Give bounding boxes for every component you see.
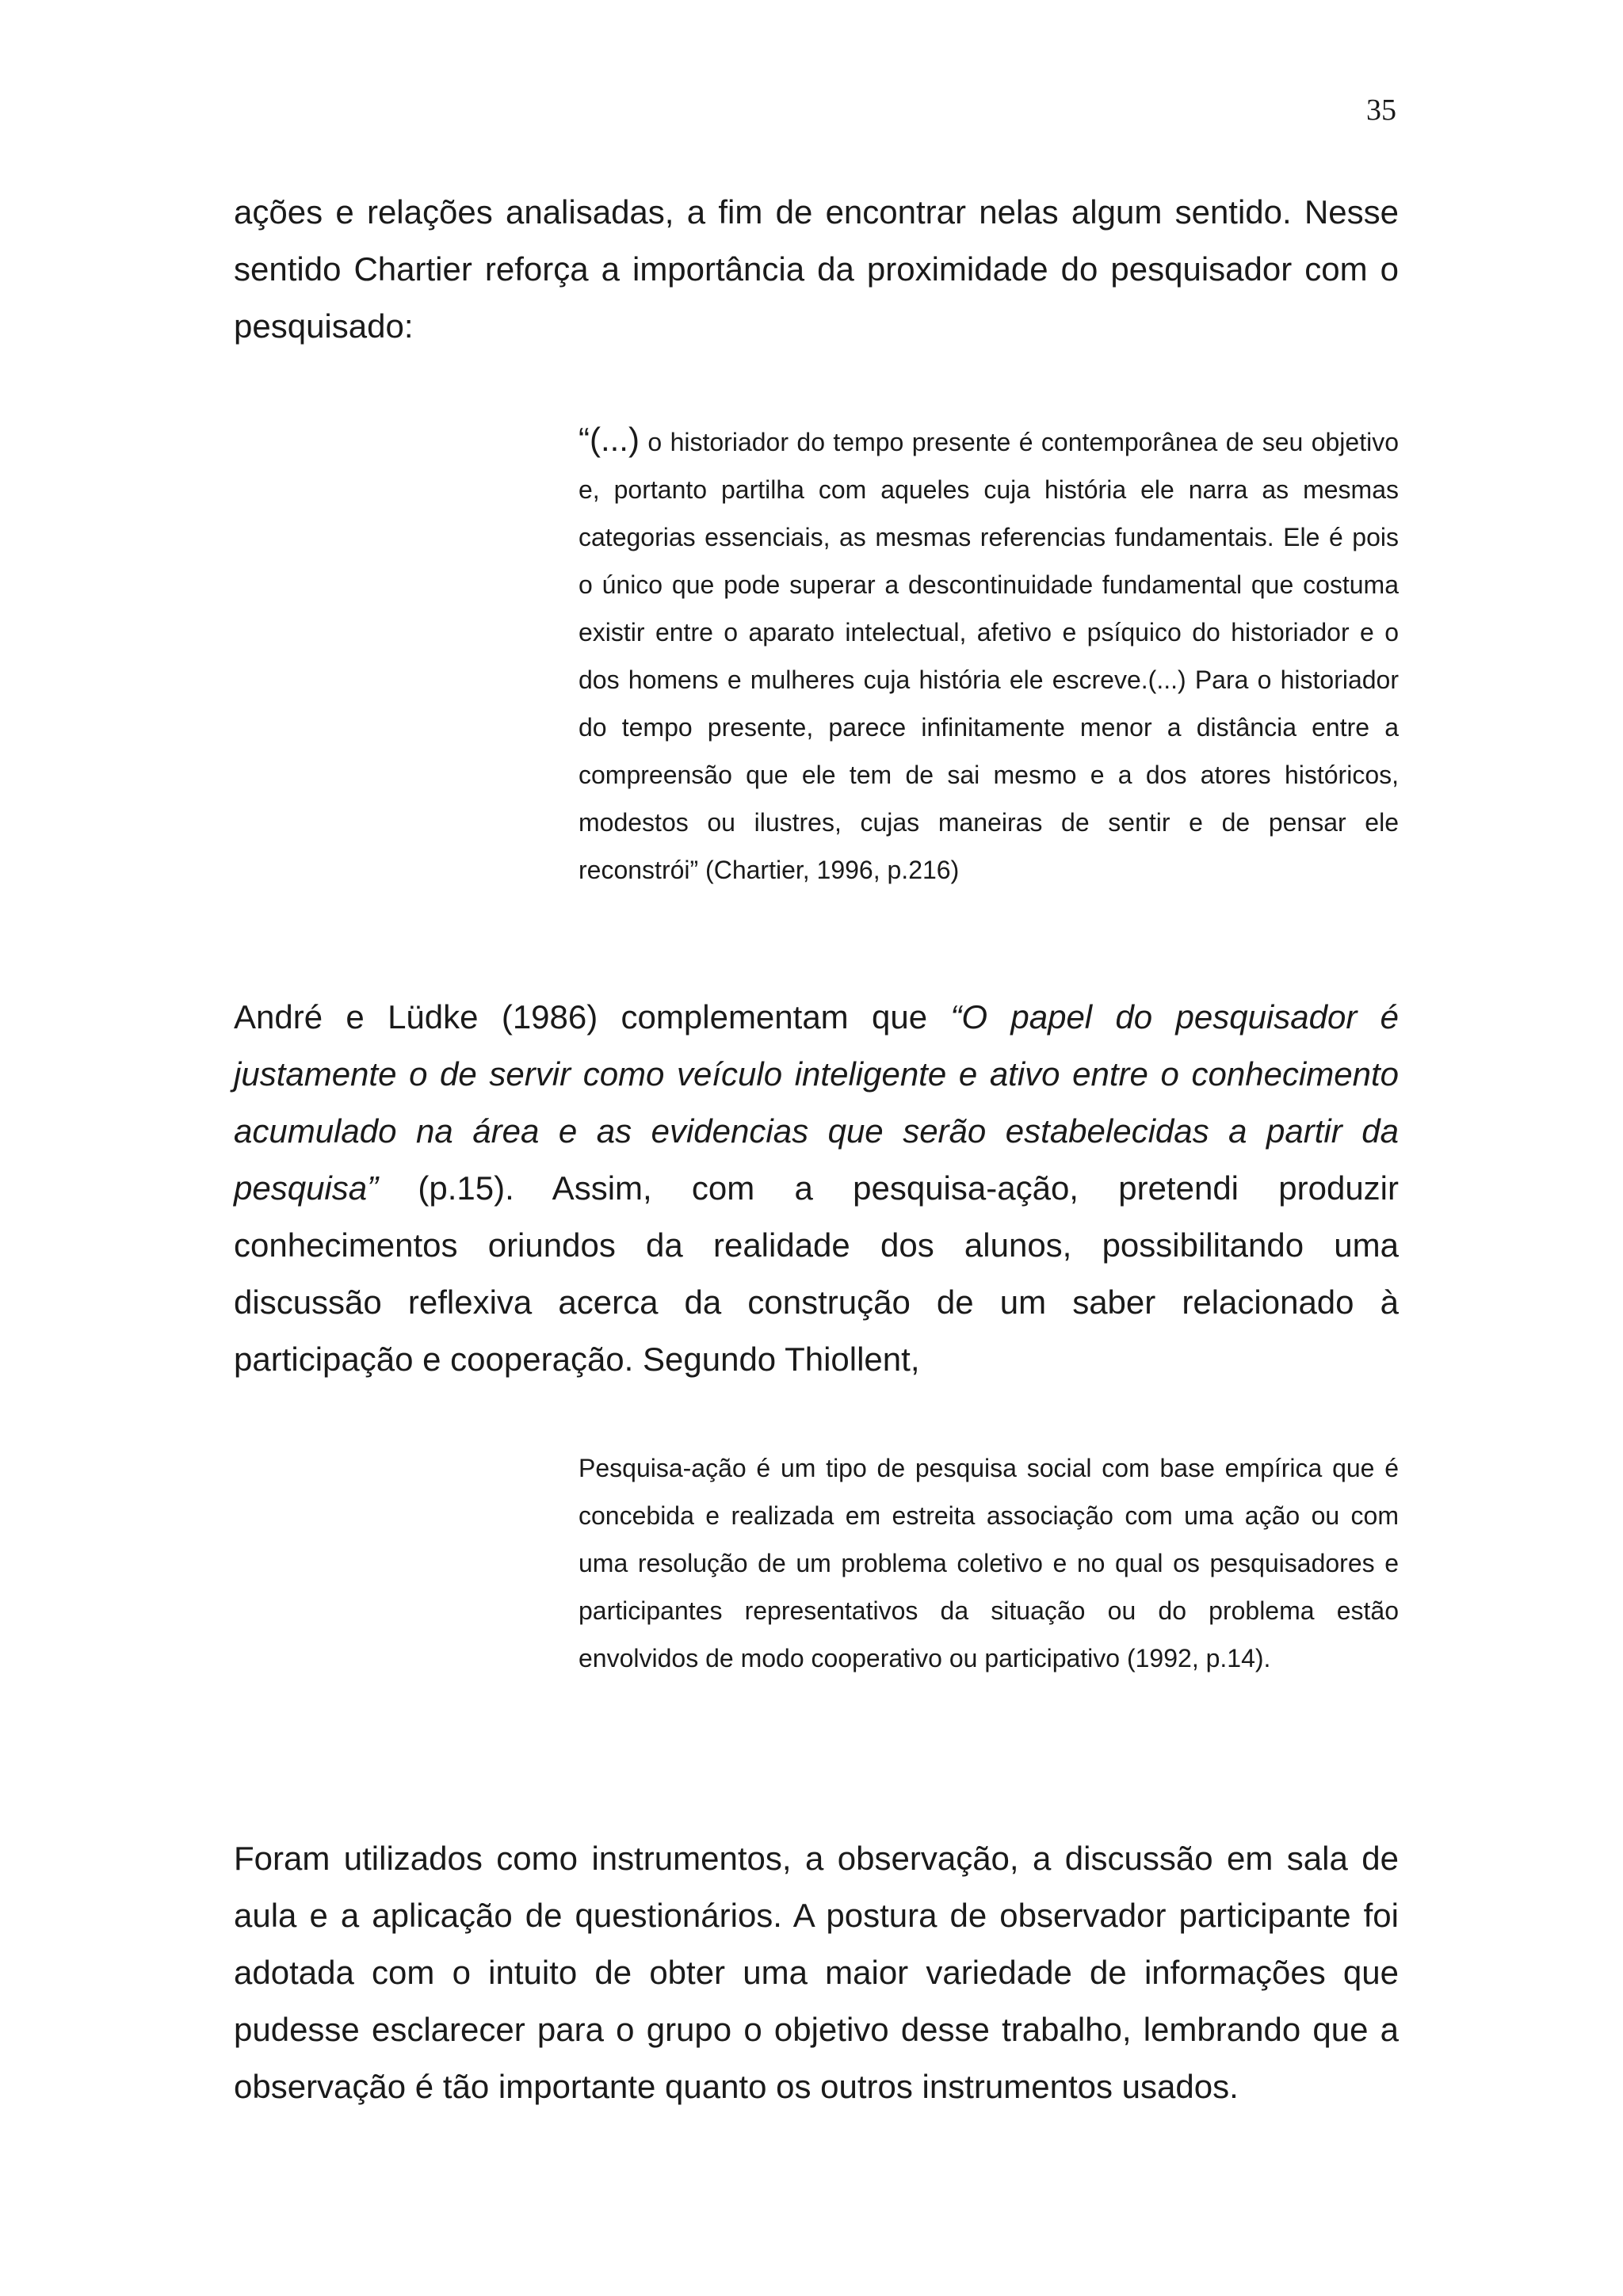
block-quote-chartier-text: o historiador do tempo presente é contemporânea de seu objetivo e, portanto partilha com aqueles cuja história ele narra as mesmas categorias essenciais, as mesmas referencias fundamentais. Ele é pois o único que pode superar a descontinuidade fundamental que costuma existir entre o aparato intelectual, afetivo e psíquico do historiador e o dos homens e mulheres cuja história ele escreve.(...) Para o historiador do tempo presente, parece infinitamente menor a distância entre a compreensão que ele tem de sai mesmo e a dos atores históricos, modestos ou ilustres, cujas maneiras de sentir e de pensar ele reconstrói” (Chartier, 1996, p.216) [579,428,1399,884]
body-paragraph-andre-ludke [234,989,1399,1388]
body-paragraph-instruments: Foram utilizados como instrumentos, a observação, a discussão em sala de aula e a aplicação de questionários. A postura de observador participante foi adotada com o intuito de obter uma maior variedade de informações que pudesse esclarecer para o grupo o objetivo desse trabalho, lembrando que a observação é tão importante quanto os outros instrumentos usados. [234,1840,1399,2105]
block-quote-chartier [579,416,1399,894]
italic-citation: “O papel do pesquisador é justamente o de servir como veículo inteligente e ativo entre o conhecimento acumulado na área e as evidencias que serão estabelecidas a partir da pesquisa” [234,998,1399,1207]
page-number: 35 [1366,93,1396,127]
body-paragraph-chartier-intro: ações e relações analisadas, a fim de encontrar nelas algum sentido. Nesse sentido Chartier reforça a importância da proximidade do pesquisador com o pesquisado: [234,193,1399,345]
quote-opening-mark: “(...) [579,421,640,458]
paragraph-rest-text: (p.15). Assim, com a pesquisa-ação, pretendi produzir conhecimentos oriundos da realidade dos alunos, possibilitando uma discussão reflexiva acerca da construção de um saber relacionado à participação e cooperação. Segundo Thiollent, [234,1169,1399,1378]
paragraph-lead-text: André e Lüdke (1986) complementam que [234,998,951,1035]
block-quote-thiollent: Pesquisa-ação é um tipo de pesquisa social com base empírica que é concebida e realizada em estreita associação com uma ação ou com uma resolução de um problema coletivo e no qual os pesquisadores e participantes representativos da situação ou do problema estão envolvidos de modo cooperativo ou participativo (1992, p.14). [579,1454,1399,1672]
